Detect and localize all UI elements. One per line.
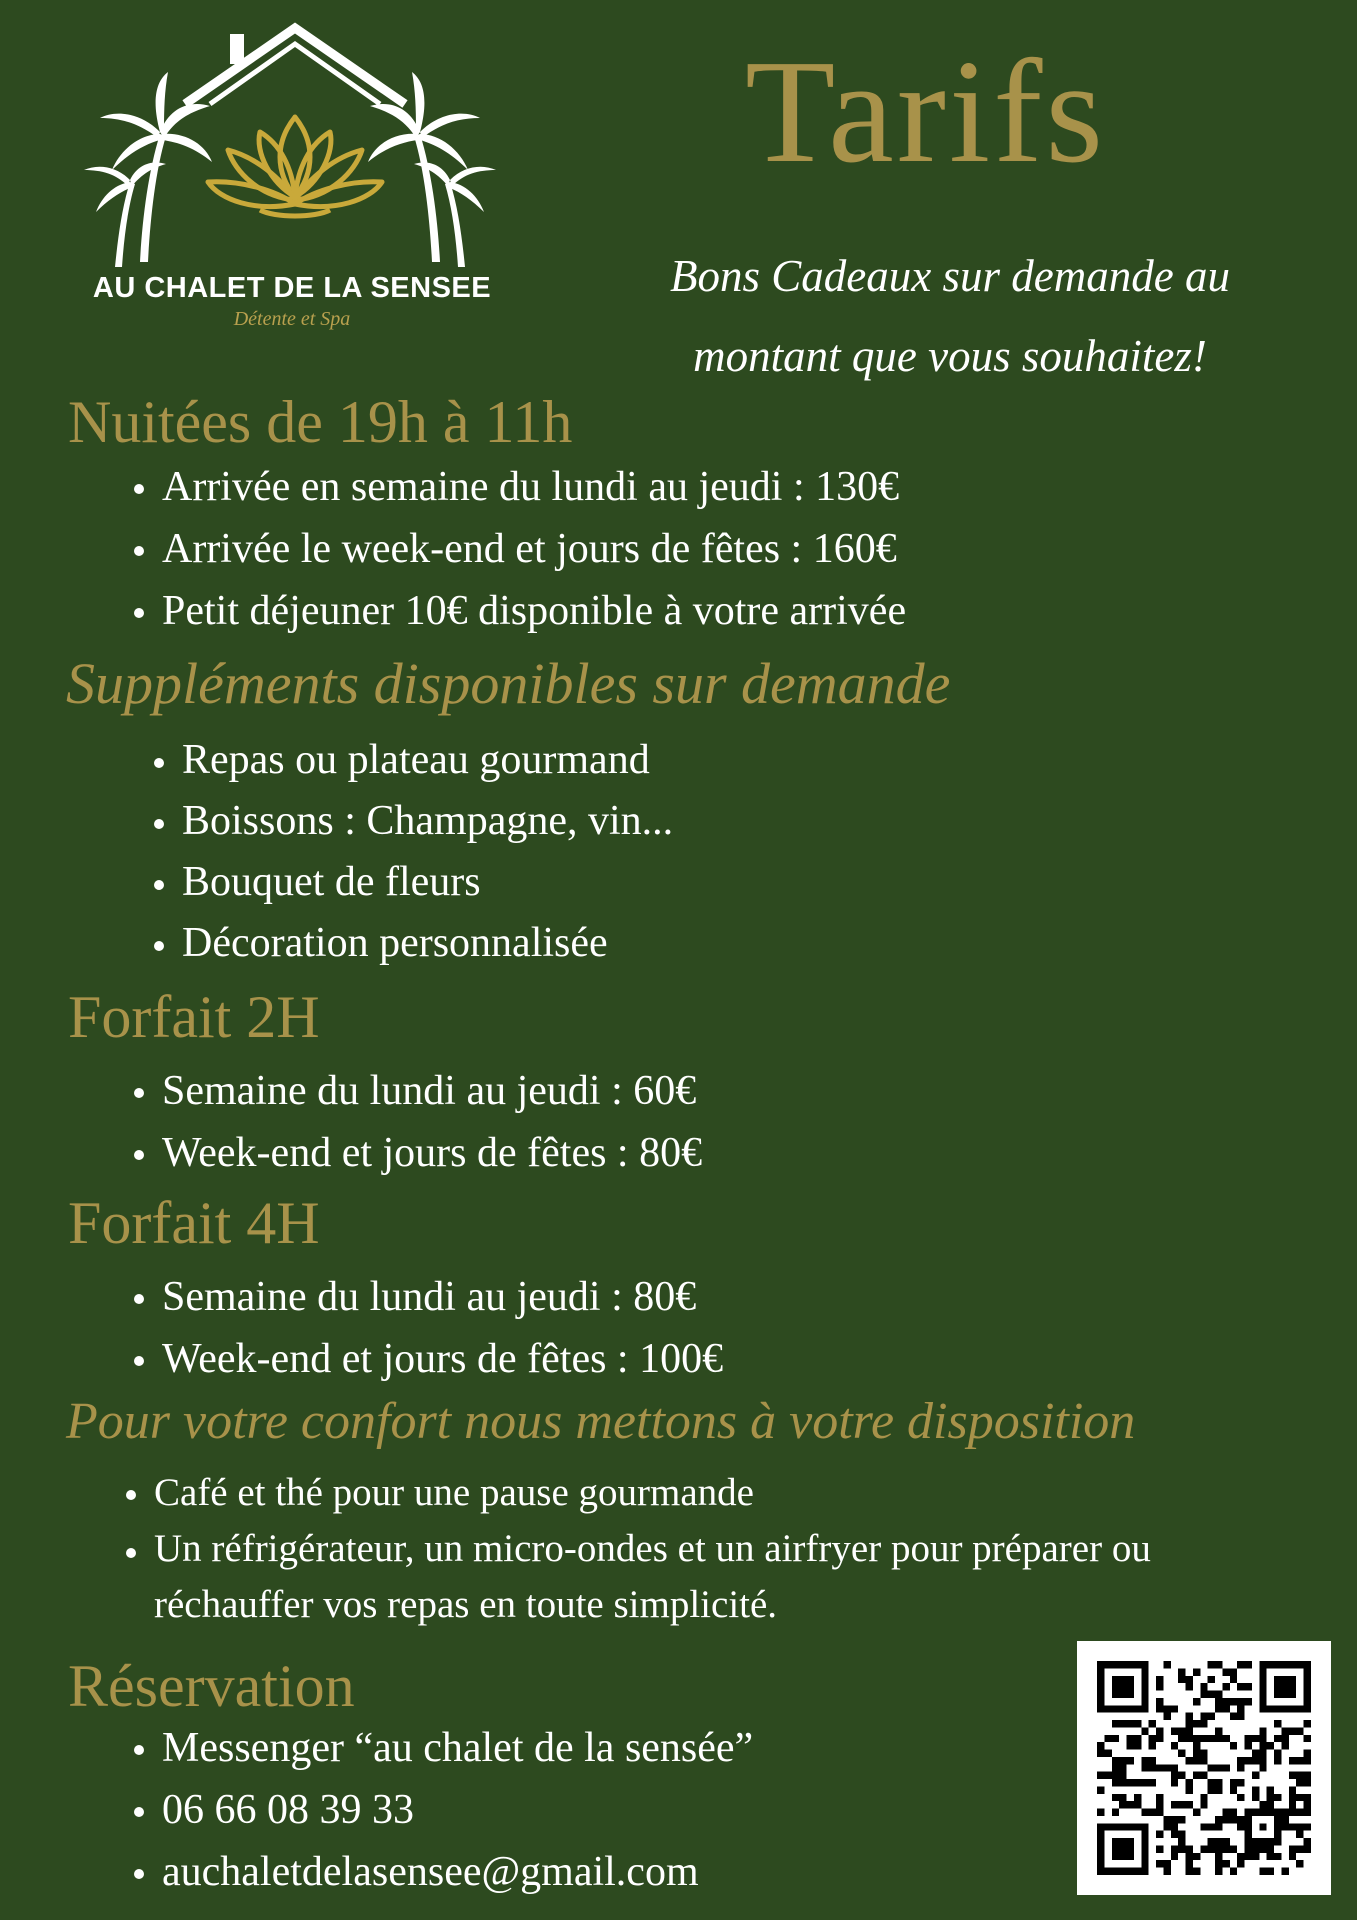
list-reservation	[132, 1717, 753, 1903]
list-nuitees	[132, 456, 906, 642]
section-heading-forfait-2h: Forfait 2H	[68, 984, 320, 1050]
list-item: Arrivée le week-end et jours de fêtes : 160€	[132, 518, 906, 580]
list-item: Bouquet de fleurs	[152, 852, 673, 913]
list-item: Semaine du lundi au jeudi : 60€	[132, 1060, 702, 1122]
list-item: Boissons : Champagne, vin...	[152, 791, 673, 852]
list-forfait-2h	[132, 1060, 702, 1184]
list-item: Décoration personnalisée	[152, 913, 673, 974]
list-item: Café et thé pour une pause gourmande	[124, 1465, 1314, 1521]
section-heading-confort: Pour votre confort nous mettons à votre disposition	[66, 1393, 1136, 1450]
section-heading-reservation: Réservation	[68, 1653, 355, 1719]
list-item: Repas ou plateau gourmand	[152, 730, 673, 791]
brand-tagline: Détente et Spa	[233, 308, 351, 330]
list-confort	[124, 1465, 1314, 1633]
list-item: auchaletdelasensee@gmail.com	[132, 1841, 753, 1903]
list-item: Messenger “au chalet de la sensée”	[132, 1717, 753, 1779]
house-roof-icon	[185, 28, 405, 104]
gift-line-1: Bons Cadeaux sur demande au	[670, 251, 1230, 301]
section-heading-nuitees: Nuitées de 19h à 11h	[68, 389, 573, 455]
list-item: 06 66 08 39 33	[132, 1779, 753, 1841]
palm-tree-icon	[368, 72, 496, 267]
gift-voucher-note	[600, 236, 1300, 396]
list-item: Arrivée en semaine du lundi au jeudi : 130€	[132, 456, 906, 518]
list-supplements	[152, 730, 673, 974]
section-heading-forfait-4h: Forfait 4H	[68, 1190, 320, 1256]
list-forfait-4h	[132, 1266, 723, 1390]
brand-name: AU CHALET DE LA SENSEE	[92, 272, 492, 304]
qr-code[interactable]	[1077, 1641, 1331, 1895]
page-title: Tarifs	[745, 30, 1107, 194]
gift-line-2: montant que vous souhaitez!	[693, 331, 1207, 381]
list-item: Petit déjeuner 10€ disponible à votre arrivée	[132, 580, 906, 642]
section-heading-supplements: Suppléments disponibles sur demande	[66, 651, 951, 716]
list-item: Un réfrigérateur, un micro-ondes et un airfryer pour préparer ou réchauffer vos repas en toute simplicité.	[124, 1521, 1314, 1633]
qr-code-icon	[1097, 1661, 1311, 1875]
lotus-icon	[208, 117, 382, 216]
list-item: Week-end et jours de fêtes : 100€	[132, 1328, 723, 1390]
list-item: Semaine du lundi au jeudi : 80€	[132, 1266, 723, 1328]
logo-graphic	[60, 22, 520, 282]
list-item: Week-end et jours de fêtes : 80€	[132, 1122, 702, 1184]
